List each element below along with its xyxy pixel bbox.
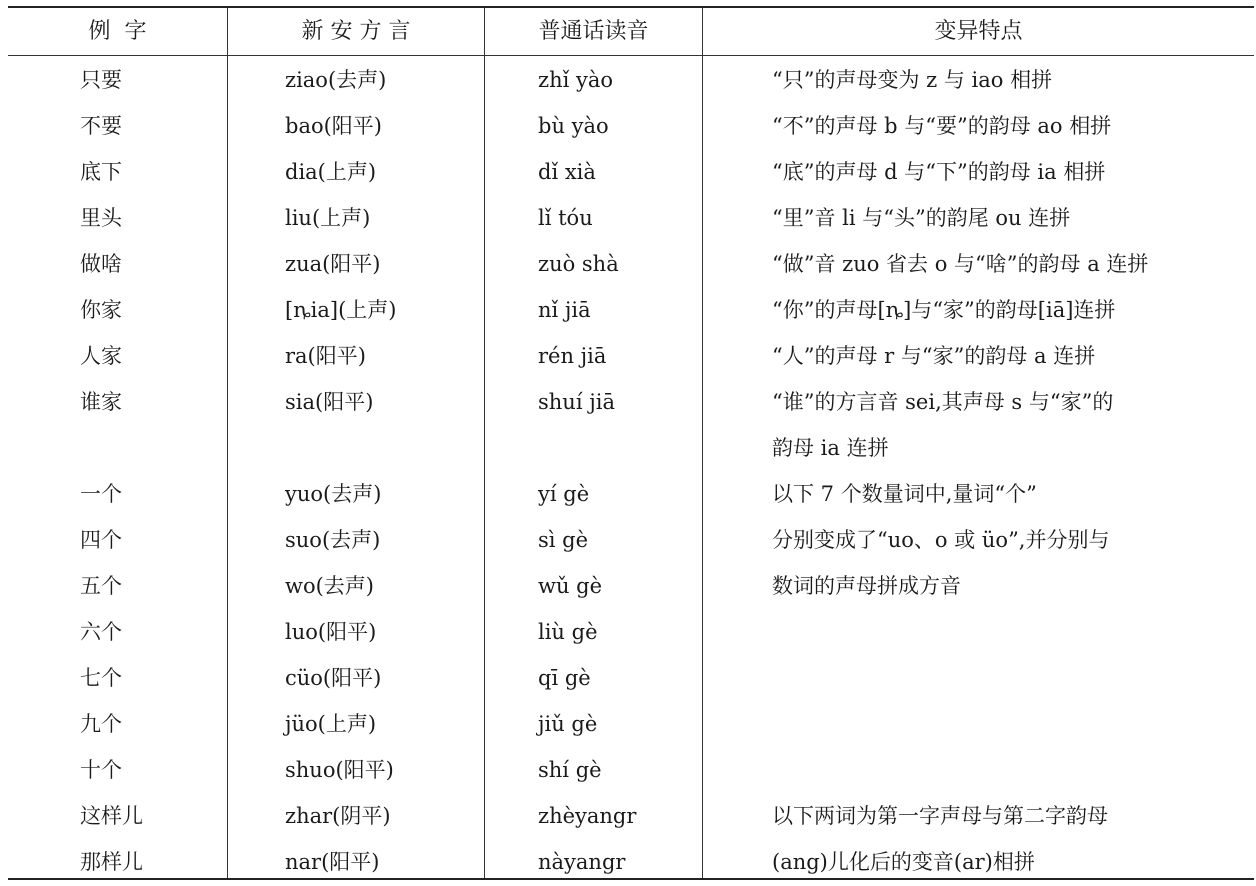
feature-cell: 分别变成了“uo、o 或 üo”,并分别与 [772, 528, 1110, 552]
table-row [8, 241, 1254, 287]
dialect-cell: zhar(阴平) [285, 804, 391, 828]
example-chars-cell: 一个 [80, 482, 122, 506]
mandarin-cell: zhèyangr [538, 804, 637, 828]
feature-cell: “你”的声母[ȵ]与“家”的韵母[iā]连拼 [772, 298, 1116, 322]
dialect-cell: yuo(去声) [285, 482, 382, 506]
table-row [8, 793, 1254, 839]
dialect-cell: jüo(上声) [285, 712, 377, 736]
mandarin-cell: zhǐ yào [538, 68, 614, 92]
example-chars-cell: 六个 [80, 620, 122, 644]
example-chars-cell: 人家 [80, 344, 122, 368]
table-row [8, 563, 1254, 609]
dialect-cell: nar(阳平) [285, 850, 380, 874]
mandarin-cell: jiǔ gè [538, 712, 598, 736]
dialect-cell: [ȵia](上声) [285, 298, 397, 322]
feature-cell: 数词的声母拼成方音 [772, 574, 961, 598]
feature-cell: “不”的声母 b 与“要”的韵母 ao 相拼 [772, 114, 1112, 138]
dialect-cell: liu(上声) [285, 206, 371, 230]
header-variation-features: 变异特点 [934, 19, 1023, 44]
mandarin-cell: rén jiā [538, 344, 607, 368]
mandarin-cell: qī gè [538, 666, 591, 690]
header-divider [8, 55, 1254, 56]
dialect-cell: wo(去声) [285, 574, 375, 598]
feature-cell: 韵母 ia 连拼 [772, 436, 889, 460]
mandarin-cell: yí gè [538, 482, 590, 506]
example-chars-cell: 七个 [80, 666, 122, 690]
feature-cell: 以下两词为第一字声母与第二字韵母 [772, 804, 1108, 828]
dialect-cell: suo(去声) [285, 528, 381, 552]
example-chars-cell: 那样儿 [80, 850, 143, 874]
table-row [8, 195, 1254, 241]
example-chars-cell: 十个 [80, 758, 122, 782]
table-header [8, 8, 1254, 55]
feature-cell: “人”的声母 r 与“家”的韵母 a 连拼 [772, 344, 1096, 368]
table-row [8, 517, 1254, 563]
mandarin-cell: lǐ tóu [538, 206, 593, 230]
table-row [8, 839, 1254, 885]
table-row [8, 379, 1254, 425]
table-row [8, 471, 1254, 517]
mandarin-cell: sì gè [538, 528, 589, 552]
dialect-cell: luo(阳平) [285, 620, 377, 644]
table-row [8, 609, 1254, 655]
table-row [8, 655, 1254, 701]
table-row [8, 57, 1254, 103]
example-chars-cell: 做啥 [80, 252, 122, 276]
example-chars-cell: 底下 [80, 160, 122, 184]
table-row [8, 747, 1254, 793]
table-row [8, 333, 1254, 379]
table-row [8, 425, 1254, 471]
dialect-table [8, 6, 1254, 880]
feature-cell: “底”的声母 d 与“下”的韵母 ia 相拼 [772, 160, 1106, 184]
example-chars-cell: 四个 [80, 528, 122, 552]
dialect-cell: sia(阳平) [285, 390, 374, 414]
feature-cell: 以下 7 个数量词中,量词“个” [772, 482, 1037, 506]
dialect-cell: shuo(阳平) [285, 758, 394, 782]
header-xinan-dialect: 新 安 方 言 [301, 19, 411, 44]
mandarin-cell: wǔ gè [538, 574, 603, 598]
header-example-chars: 例 字 [88, 19, 147, 44]
mandarin-cell: nàyangr [538, 850, 626, 874]
mandarin-cell: zuò shà [538, 252, 619, 276]
dialect-cell: ziao(去声) [285, 68, 387, 92]
mandarin-cell: shí gè [538, 758, 602, 782]
feature-cell: “只”的声母变为 z 与 iao 相拼 [772, 68, 1053, 92]
table-row [8, 287, 1254, 333]
mandarin-cell: nǐ jiā [538, 298, 591, 322]
mandarin-cell: dǐ xià [538, 160, 596, 184]
feature-cell: (ang)儿化后的变音(ar)相拼 [772, 850, 1035, 874]
example-chars-cell: 你家 [80, 298, 122, 322]
example-chars-cell: 不要 [80, 114, 122, 138]
example-chars-cell: 五个 [80, 574, 122, 598]
table-row [8, 149, 1254, 195]
feature-cell: “谁”的方言音 sei,其声母 s 与“家”的 [772, 390, 1114, 414]
dialect-cell: dia(上声) [285, 160, 377, 184]
mandarin-cell: bù yào [538, 114, 609, 138]
header-mandarin-reading: 普通话读音 [538, 19, 649, 44]
feature-cell: “做”音 zuo 省去 o 与“啥”的韵母 a 连拼 [772, 252, 1149, 276]
table-row [8, 103, 1254, 149]
example-chars-cell: 这样儿 [80, 804, 143, 828]
dialect-cell: cüo(阳平) [285, 666, 382, 690]
mandarin-cell: shuí jiā [538, 390, 615, 414]
table-row [8, 701, 1254, 747]
feature-cell: “里”音 li 与“头”的韵尾 ou 连拼 [772, 206, 1071, 230]
dialect-cell: ra(阳平) [285, 344, 366, 368]
example-chars-cell: 里头 [80, 206, 122, 230]
dialect-cell: bao(阳平) [285, 114, 382, 138]
example-chars-cell: 只要 [80, 68, 122, 92]
example-chars-cell: 九个 [80, 712, 122, 736]
example-chars-cell: 谁家 [80, 390, 122, 414]
dialect-cell: zua(阳平) [285, 252, 381, 276]
mandarin-cell: liù gè [538, 620, 598, 644]
